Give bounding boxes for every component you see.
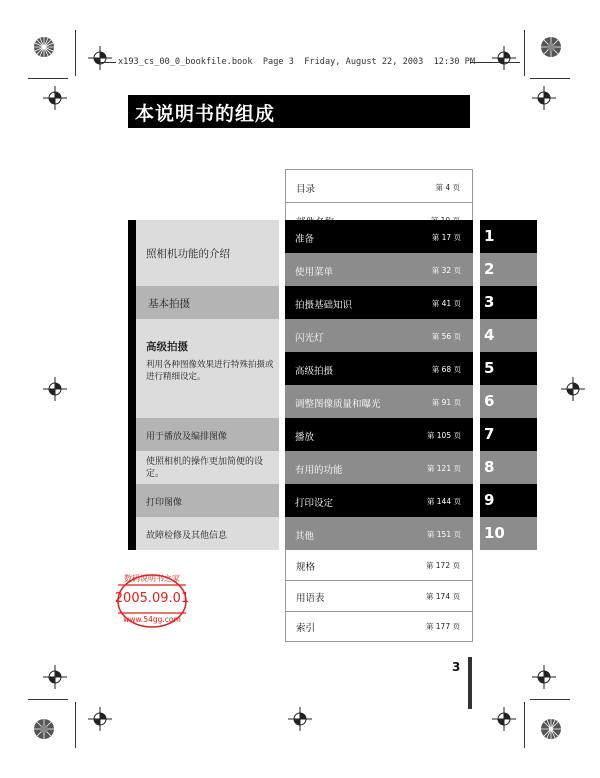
- crop-line: [28, 699, 68, 700]
- toc-row-playback[interactable]: [285, 418, 473, 451]
- crop-line: [530, 699, 570, 700]
- category-printing: [136, 484, 279, 517]
- sunburst-mark-bottom-right: [540, 718, 562, 740]
- toc-label: 打印设定: [295, 498, 334, 509]
- stamp-date: 2005.09.01: [114, 591, 190, 606]
- toc-row-glossary[interactable]: [285, 581, 473, 611]
- toc-row-preparation[interactable]: [285, 220, 473, 253]
- category-title: 高级拍摄: [146, 341, 188, 353]
- chapter-number: 1: [484, 227, 495, 245]
- stamp-url: www.54gg.com: [123, 615, 181, 624]
- toc-page: 第 174 页: [425, 592, 460, 601]
- category-title: 故障检修及其他信息: [146, 531, 228, 541]
- toc-row-menu[interactable]: [285, 253, 473, 286]
- toc-page: 第 172 页: [425, 561, 460, 570]
- registration-mark-top-right: [492, 46, 516, 70]
- toc-label: 用语表: [296, 593, 325, 604]
- toc-label: 闪光灯: [295, 333, 324, 344]
- chapter-number: 5: [484, 359, 495, 377]
- chapter-tab-10[interactable]: [480, 517, 537, 550]
- toc-label: 拍摄基础知识: [295, 300, 353, 311]
- page-title: 本说明书的组成: [135, 103, 276, 125]
- chapter-tab-1[interactable]: [480, 220, 537, 253]
- toc-page: 第 17 页: [431, 233, 461, 242]
- toc-page: 第 56 页: [431, 332, 461, 341]
- page-title-bar: [128, 95, 470, 128]
- crop-line: [75, 30, 76, 76]
- page-number: 3: [452, 660, 461, 674]
- chapter-number: 3: [484, 293, 495, 311]
- stamp-title: 数码说明书之家: [124, 574, 180, 583]
- toc-row-flash[interactable]: [285, 319, 473, 352]
- page-number-bar: [468, 657, 472, 709]
- toc-row-basics[interactable]: [285, 286, 473, 319]
- registration-mark-bottom-center: [288, 707, 312, 731]
- category-camera-functions: [136, 220, 279, 286]
- toc-row-image-quality[interactable]: [285, 385, 473, 418]
- registration-mark-top-left: [88, 46, 112, 70]
- toc-page: 第 68 页: [431, 365, 461, 374]
- toc-row-print-settings[interactable]: [285, 484, 473, 517]
- category-title: 基本拍摄: [148, 298, 190, 310]
- chapter-number: 9: [484, 491, 495, 509]
- crop-line: [530, 78, 570, 79]
- registration-mark-middle-right: [561, 377, 585, 401]
- toc-page: 第 32 页: [431, 266, 461, 275]
- toc-label: 调整图像质量和曝光: [295, 399, 381, 410]
- toc-row-other[interactable]: [285, 517, 473, 550]
- category-troubleshooting: [136, 517, 279, 550]
- sunburst-mark-top-right: [540, 36, 562, 58]
- toc-label: 有用的功能: [295, 465, 343, 476]
- chapter-tab-5[interactable]: [480, 352, 537, 385]
- registration-mark-upper-right: [532, 86, 556, 110]
- toc-row-index[interactable]: [285, 612, 473, 642]
- registration-mark-bottom-right: [492, 707, 516, 731]
- category-title: 照相机功能的介绍: [146, 248, 230, 260]
- chapter-number: 10: [484, 524, 505, 542]
- toc-page: 第 121 页: [426, 464, 461, 473]
- toc-page: 第 4 页: [435, 183, 460, 192]
- toc-page: 第 177 页: [425, 622, 460, 631]
- category-strip: [128, 220, 136, 550]
- toc-label: 播放: [295, 432, 315, 443]
- chapter-number: 4: [484, 326, 495, 344]
- category-title: 用于播放及编排图像: [146, 432, 228, 442]
- chapter-tab-9[interactable]: [480, 484, 537, 517]
- category-basic-shooting: [136, 286, 279, 319]
- sunburst-mark-top-left: [33, 36, 55, 58]
- toc-page: 第 151 页: [426, 530, 461, 539]
- toc-page: 第 105 页: [426, 431, 461, 440]
- chapter-number: 8: [484, 458, 495, 476]
- category-column: [128, 220, 279, 550]
- toc-label: 使用菜单: [295, 267, 334, 278]
- website-stamp: [108, 571, 196, 631]
- category-title: 打印图像: [146, 498, 183, 508]
- toc-row-contents[interactable]: [285, 169, 473, 202]
- crop-line: [75, 702, 76, 748]
- chapter-tab-8[interactable]: [480, 451, 537, 484]
- chapter-tab-7[interactable]: [480, 418, 537, 451]
- toc-row-specifications[interactable]: [285, 550, 473, 580]
- toc-page: 第 41 页: [431, 299, 461, 308]
- chapter-number: 2: [484, 260, 495, 278]
- toc-label: 目录: [296, 184, 316, 195]
- category-description: 利用各种图像效果进行特殊拍摄或进行精细设定。: [146, 360, 274, 382]
- toc-page: 第 91 页: [431, 398, 461, 407]
- registration-mark-lower-right: [532, 665, 556, 689]
- chapter-number: 7: [484, 425, 495, 443]
- toc-label: 准备: [295, 234, 315, 245]
- category-convenience: [136, 451, 279, 484]
- chapter-number: 6: [484, 392, 495, 410]
- crop-line: [28, 78, 68, 79]
- chapter-tab-6[interactable]: [480, 385, 537, 418]
- category-title: 使照相机的操作更加简便的设定。: [146, 457, 264, 479]
- toc-row-useful-functions[interactable]: [285, 451, 473, 484]
- crop-line: [524, 702, 525, 748]
- chapter-tab-4[interactable]: [480, 319, 537, 352]
- print-slug: x193_cs_00_0_bookfile.book Page 3 Friday, August 22, 2003 12:30 PM: [118, 57, 475, 67]
- registration-mark-middle-left: [43, 377, 67, 401]
- toc-label: 高级拍摄: [295, 366, 334, 377]
- toc-label: 索引: [296, 623, 316, 634]
- sunburst-mark-bottom-left: [33, 718, 55, 740]
- chapter-tab-2[interactable]: [480, 253, 537, 286]
- toc-page: 第 144 页: [426, 497, 461, 506]
- chapter-tab-3[interactable]: [480, 286, 537, 319]
- crop-line: [524, 30, 525, 76]
- registration-mark-bottom-left: [88, 707, 112, 731]
- registration-mark-lower-left: [43, 665, 67, 689]
- category-advanced-shooting: [136, 319, 279, 418]
- category-playback: [136, 418, 279, 451]
- toc-label: 规格: [296, 562, 316, 573]
- registration-mark-upper-left: [43, 86, 67, 110]
- toc-row-advanced[interactable]: [285, 352, 473, 385]
- toc-label: 其他: [295, 531, 315, 542]
